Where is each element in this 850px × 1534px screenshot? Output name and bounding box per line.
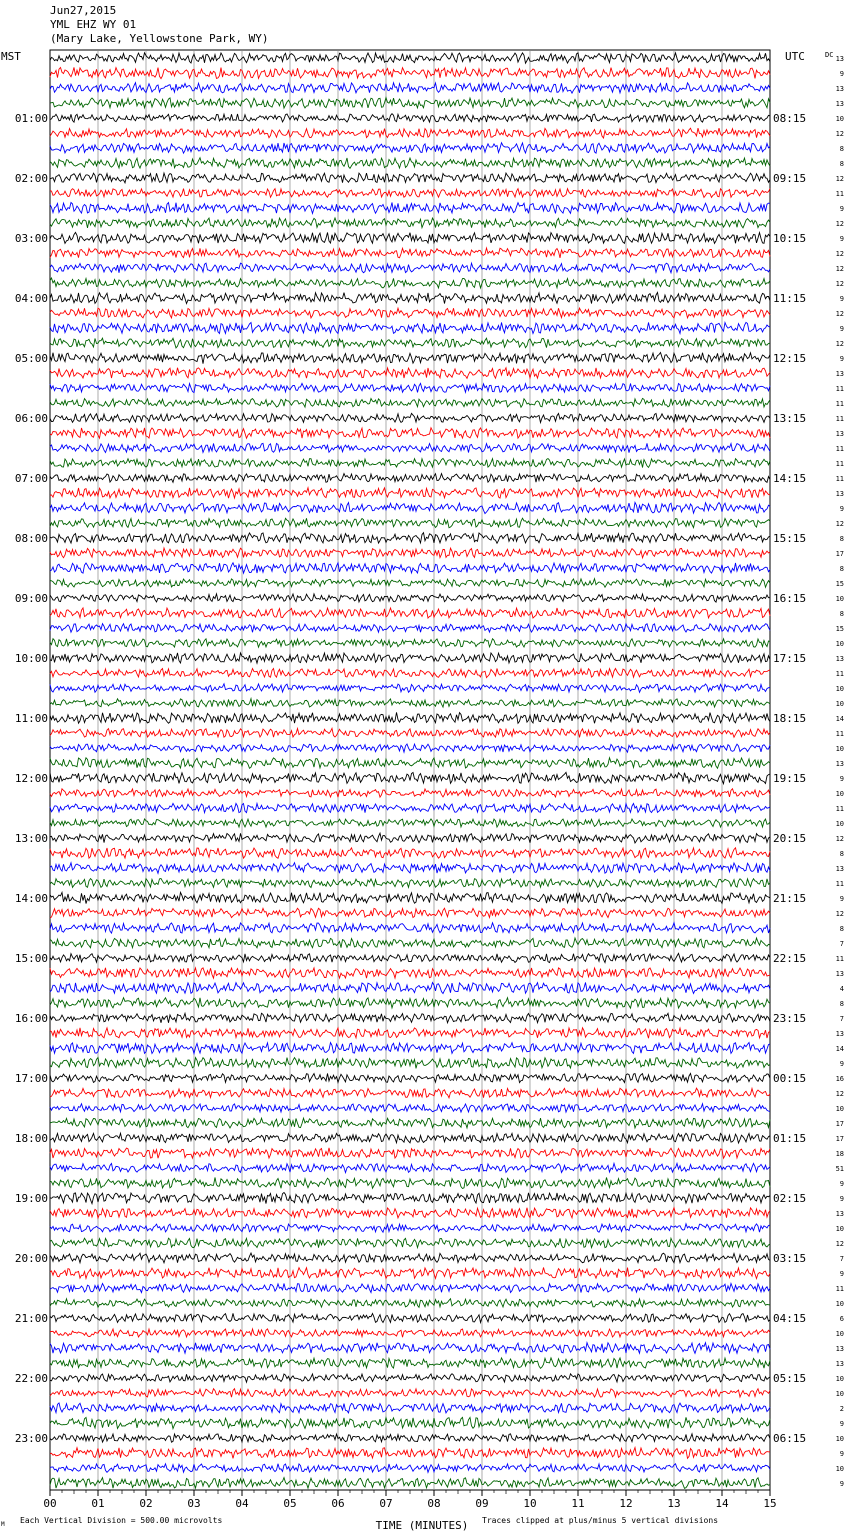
scale-note: Each Vertical Division = 500.00 microvolts [20,1516,223,1525]
trace-line [50,1478,770,1489]
x-tick-label: 08 [427,1497,441,1510]
trace-line [50,1268,770,1279]
trace-line [50,833,770,843]
trace-line [50,968,770,978]
left-hour-label: 17:00 [14,1072,48,1085]
dc-offset-label: 17 [835,550,844,558]
trace-line [50,1253,770,1263]
trace-line [50,53,770,63]
left-hour-label: 14:00 [14,892,48,905]
left-hour-label: 03:00 [14,232,48,245]
trace-line [50,653,770,663]
trace-line [50,728,770,737]
x-axis-title: TIME (MINUTES) [375,1519,469,1532]
trace-line [50,879,770,888]
right-hour-label: 23:15 [773,1012,807,1025]
dc-offset-label: 8 [839,850,844,858]
dc-offset-label: 10 [835,700,844,708]
left-hour-label: 08:00 [14,532,48,545]
station-name: YML EHZ WY 01 [50,18,137,31]
left-hour-label: 07:00 [14,472,48,485]
x-tick-label: 13 [667,1497,681,1510]
dc-offset-label: 13 [835,100,844,108]
trace-line [50,67,770,78]
dc-offset-label: 11 [835,475,844,483]
dc-offset-label: 9 [839,895,844,903]
clip-note: Traces clipped at plus/minus 5 vertical divisions [482,1516,719,1525]
dc-offset-label: 12 [835,1240,844,1248]
dc-offset-label: 12 [835,130,844,138]
trace-line [50,248,770,258]
trace-line [50,563,770,573]
dc-offset-label: 10 [835,1390,844,1398]
trace-line [50,203,770,214]
trace-line [50,128,770,138]
dc-offset-label: 2 [839,1405,844,1413]
right-hour-label: 03:15 [773,1252,807,1265]
corner-mark: M [1,1521,5,1528]
trace-line [50,1374,770,1383]
left-hour-label: 18:00 [14,1132,48,1145]
dc-offset-label: 11 [835,400,844,408]
right-hour-label: 15:15 [773,532,807,545]
trace-line [50,398,770,407]
dc-offset-label: 9 [839,295,844,303]
trace-line [50,232,770,243]
right-hour-label: 14:15 [773,472,807,485]
dc-offset-label: 11 [835,460,844,468]
dc-offset-label: 9 [839,355,844,363]
dc-offset-label: 13 [835,490,844,498]
trace-line [50,1043,770,1054]
trace-line [50,863,770,874]
trace-line [50,624,770,633]
trace-line [50,998,770,1008]
dc-offset-label: 11 [835,385,844,393]
dc-offset-label: 11 [835,415,844,423]
dc-offset-label: 9 [839,1180,844,1188]
dc-offset-label: 9 [839,235,844,243]
dc-offset-label: 10 [835,1225,844,1233]
left-hour-label: 12:00 [14,772,48,785]
dc-offset-label: 11 [835,445,844,453]
trace-line [50,684,770,693]
dc-offset-label: 11 [835,190,844,198]
dc-offset-label: 12 [835,280,844,288]
dc-offset-label: 7 [839,1255,844,1263]
dc-offset-label: 13 [835,760,844,768]
x-tick-label: 06 [331,1497,345,1510]
dc-offset-label: 13 [835,1360,844,1368]
dc-offset-label: 13 [835,1030,844,1038]
right-timezone-label: UTC [785,50,805,63]
x-tick-label: 00 [43,1497,57,1510]
trace-line [50,1088,770,1098]
left-hour-label: 20:00 [14,1252,48,1265]
left-hour-label: 21:00 [14,1312,48,1325]
trace-line [50,383,770,392]
x-tick-label: 02 [139,1497,153,1510]
right-hour-label: 04:15 [773,1312,807,1325]
right-hour-label: 19:15 [773,772,807,785]
right-hour-label: 17:15 [773,652,807,665]
dc-offset-label: 10 [835,745,844,753]
plot-date: Jun27,2015 [50,4,117,17]
dc-offset-label: 9 [839,1450,844,1458]
x-tick-label: 05 [283,1497,297,1510]
dc-offset-label: 10 [835,595,844,603]
trace-line [50,1464,770,1473]
dc-offset-label: 11 [835,1285,844,1293]
right-hour-label: 05:15 [773,1372,807,1385]
dc-offset-label: 13 [835,655,844,663]
trace-line [50,1417,770,1428]
dc-offset-label: 10 [835,115,844,123]
dc-offset-label: 13 [835,970,844,978]
dc-offset-label: 14 [835,1045,844,1053]
dc-offset-label: 10 [835,790,844,798]
dc-offset-label: 13 [835,1210,844,1218]
right-hour-label: 01:15 [773,1132,807,1145]
trace-line [50,1299,770,1308]
trace-line [50,502,770,513]
right-hour-label: 18:15 [773,712,807,725]
dc-offset-label: 10 [835,1300,844,1308]
x-tick-label: 04 [235,1497,249,1510]
left-hour-label: 04:00 [14,292,48,305]
dc-offset-label: 9 [839,775,844,783]
dc-offset-label: 11 [835,730,844,738]
right-hour-label: 09:15 [773,172,807,185]
dc-offset-label: 12 [835,835,844,843]
right-hour-label: 16:15 [773,592,807,605]
right-hour-label: 08:15 [773,112,807,125]
trace-line [50,1028,770,1038]
trace-line [50,1224,770,1232]
trace-line [50,98,770,108]
trace-line [50,1343,770,1354]
trace-line [50,772,770,783]
dc-offset-label: 10 [835,1435,844,1443]
left-hour-label: 02:00 [14,172,48,185]
trace-line [50,1238,770,1248]
dc-offset-label: 11 [835,805,844,813]
trace-line [50,908,770,918]
trace-line [50,1193,770,1204]
dc-offset-label: 9 [839,1480,844,1488]
trace-line [50,474,770,483]
trace-line [50,639,770,648]
trace-line [50,458,770,467]
trace-line [50,1163,770,1172]
dc-offset-label: 13 [835,1345,844,1353]
x-tick-label: 07 [379,1497,393,1510]
right-hour-label: 02:15 [773,1192,807,1205]
dc-offset-label: 8 [839,1000,844,1008]
trace-line [50,1284,770,1293]
dc-offset-label: 15 [835,580,844,588]
trace-line [50,263,770,273]
trace-line [50,443,770,452]
left-hour-label: 15:00 [14,952,48,965]
trace-line [50,1133,770,1143]
dc-offset-label: 8 [839,565,844,573]
x-tick-label: 01 [91,1497,105,1510]
dc-offset-label: 12 [835,310,844,318]
x-tick-label: 03 [187,1497,201,1510]
trace-line [50,1208,770,1218]
trace-line [50,548,770,558]
dc-offset-label: 10 [835,1330,844,1338]
trace-line [50,114,770,123]
trace-line [50,789,770,798]
dc-offset-label: 6 [839,1315,844,1323]
left-hour-label: 13:00 [14,832,48,845]
dc-offset-label: 9 [839,205,844,213]
trace-line [50,322,770,333]
left-hour-label: 10:00 [14,652,48,665]
dc-offset-label: 17 [835,1120,844,1128]
dc-offset-label: 12 [835,175,844,183]
dc-offset-label: 13 [835,370,844,378]
right-hour-label: 21:15 [773,892,807,905]
dc-offset-label: 9 [839,70,844,78]
right-hour-label: 00:15 [773,1072,807,1085]
trace-line [50,1104,770,1112]
trace-line [50,923,770,933]
trace-line [50,1389,770,1398]
dc-offset-label: 18 [835,1150,844,1158]
dc-offset-label: 13 [835,55,844,63]
trace-line [50,953,770,962]
dc-offset-label: 10 [835,820,844,828]
dc-offset-label: 10 [835,685,844,693]
trace-line [50,712,770,723]
x-tick-label: 14 [715,1497,729,1510]
dc-offset-label: 14 [835,715,844,723]
dc-offset-label: 4 [839,985,844,993]
right-hour-label: 20:15 [773,832,807,845]
x-tick-label: 11 [571,1497,585,1510]
dc-offset-label: 10 [835,1465,844,1473]
dc-offset-label: 8 [839,145,844,153]
dc-offset-label: 9 [839,505,844,513]
dc-offset-label: 16 [835,1075,844,1083]
trace-line [50,428,770,438]
x-tick-label: 12 [619,1497,633,1510]
trace-line [50,983,770,994]
trace-line [50,594,770,602]
trace-line [50,892,770,903]
trace-line [50,1358,770,1368]
trace-line [50,1058,770,1069]
trace-line [50,338,770,348]
trace-line [50,1118,770,1128]
left-hour-label: 16:00 [14,1012,48,1025]
dc-offset-label: 12 [835,250,844,258]
dc-offset-label: 7 [839,940,844,948]
right-hour-label: 22:15 [773,952,807,965]
dc-offset-label: 9 [839,1060,844,1068]
dc-offset-label: 7 [839,1015,844,1023]
trace-line [50,353,770,364]
trace-line [50,533,770,544]
dc-offset-label: 13 [835,85,844,93]
dc-offset-label: 11 [835,955,844,963]
left-timezone-label: MST [1,50,21,63]
right-hour-label: 13:15 [773,412,807,425]
trace-line [50,368,770,379]
dc-offset-label: 12 [835,340,844,348]
trace-line [50,819,770,827]
trace-line [50,518,770,528]
trace-line [50,848,770,859]
trace-line [50,1403,770,1413]
trace-line [50,579,770,588]
dc-offset-label: 13 [835,865,844,873]
dc-offset-label: 10 [835,1105,844,1113]
dc-offset-label: 51 [835,1165,844,1173]
trace-line [50,1148,770,1158]
trace-line [50,1313,770,1322]
trace-line [50,413,770,422]
trace-line [50,83,770,93]
x-tick-label: 09 [475,1497,489,1510]
dc-offset-label: 9 [839,325,844,333]
trace-line [50,173,770,183]
left-hour-label: 23:00 [14,1432,48,1445]
trace-line [50,1013,770,1023]
dc-offset-label: 9 [839,1270,844,1278]
right-hour-label: 11:15 [773,292,807,305]
trace-line [50,189,770,198]
trace-line [50,1178,770,1189]
trace-line [50,292,770,303]
trace-line [50,803,770,812]
station-location: (Mary Lake, Yellowstone Park, WY) [50,32,269,45]
dc-offset-label: 8 [839,925,844,933]
dc-offset-label: 9 [839,1195,844,1203]
trace-line [50,218,770,228]
dc-header-label: DC [825,51,834,59]
trace-line [50,1073,770,1082]
dc-offset-label: 10 [835,640,844,648]
dc-offset-label: 13 [835,430,844,438]
trace-line [50,669,770,678]
dc-offset-label: 10 [835,1375,844,1383]
trace-line [50,1329,770,1337]
trace-line [50,488,770,498]
trace-line [50,158,770,169]
x-tick-label: 10 [523,1497,537,1510]
trace-line [50,938,770,948]
trace-line [50,143,770,154]
x-tick-label: 15 [763,1497,777,1510]
left-hour-label: 09:00 [14,592,48,605]
dc-offset-label: 11 [835,670,844,678]
dc-offset-label: 12 [835,520,844,528]
dc-offset-label: 15 [835,625,844,633]
dc-offset-label: 12 [835,910,844,918]
dc-offset-label: 12 [835,265,844,273]
left-hour-label: 22:00 [14,1372,48,1385]
right-hour-label: 10:15 [773,232,807,245]
right-hour-label: 12:15 [773,352,807,365]
trace-line [50,608,770,618]
dc-offset-label: 11 [835,880,844,888]
trace-line [50,1434,770,1442]
dc-offset-label: 12 [835,220,844,228]
trace-line [50,744,770,752]
trace-line [50,758,770,769]
trace-line [50,699,770,707]
trace-line [50,1448,770,1459]
right-hour-label: 06:15 [773,1432,807,1445]
dc-offset-label: 8 [839,610,844,618]
left-hour-label: 01:00 [14,112,48,125]
trace-line [50,308,770,318]
dc-offset-label: 9 [839,1420,844,1428]
trace-line [50,278,770,288]
left-hour-label: 06:00 [14,412,48,425]
dc-offset-label: 8 [839,160,844,168]
left-hour-label: 19:00 [14,1192,48,1205]
dc-offset-label: 12 [835,1090,844,1098]
left-hour-label: 05:00 [14,352,48,365]
dc-offset-label: 8 [839,535,844,543]
dc-offset-label: 17 [835,1135,844,1143]
left-hour-label: 11:00 [14,712,48,725]
